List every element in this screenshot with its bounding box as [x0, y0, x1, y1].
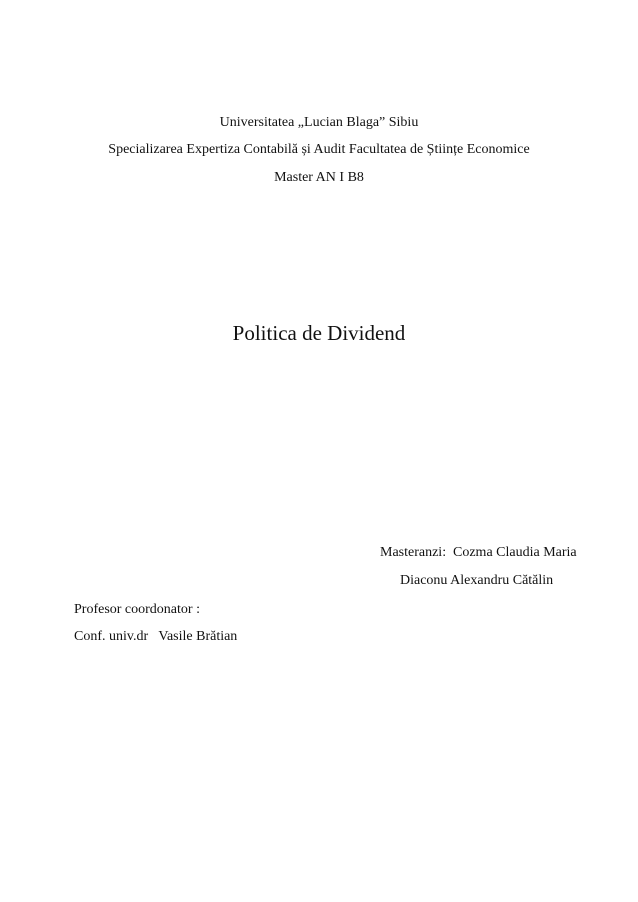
specialization-line: Specializarea Expertiza Contabilă și Audit Facultatea de Științe Economice — [108, 142, 530, 157]
program-line: Master AN I B8 — [274, 170, 364, 185]
student-name-1: Cozma Claudia Maria — [453, 545, 577, 560]
document-title: Politica de Dividend — [232, 321, 406, 345]
coordinator-name: Conf. univ.dr Vasile Brătian — [74, 629, 238, 644]
university-name: Universitatea „Lucian Blaga” Sibiu — [219, 115, 419, 130]
students-label: Masteranzi: — [380, 545, 447, 560]
student-name-2: Diaconu Alexandru Cătălin — [400, 573, 554, 588]
coordinator-label: Profesor coordonator : — [74, 602, 200, 617]
